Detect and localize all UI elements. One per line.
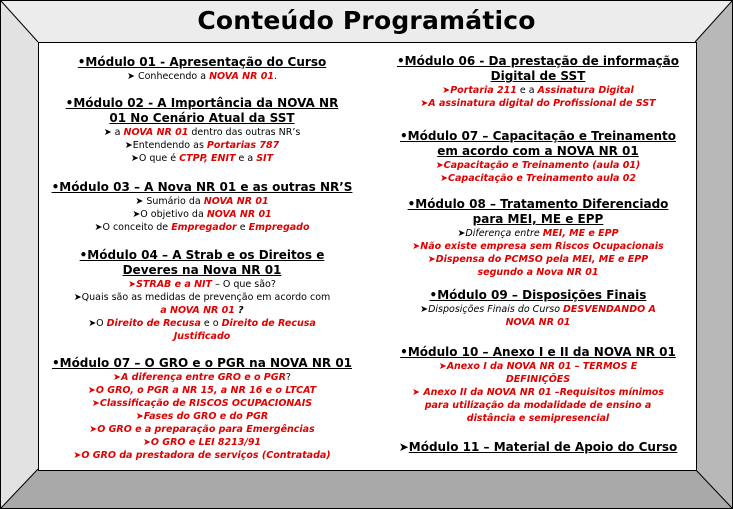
- module-heading: •Módulo 04 – A Strab e os Direitos e: [79, 248, 325, 262]
- module-heading: •Módulo 07 – Capacitação e Treinamento: [399, 129, 677, 143]
- module-item: NOVA NR 01: [505, 317, 571, 328]
- module-item: ➤Disposições Finais do Curso DESVENDANDO A: [420, 304, 656, 315]
- module-02: [39, 96, 365, 165]
- page-title: Conteúdo Programático: [197, 6, 536, 35]
- module-03: [39, 180, 365, 234]
- module-item: ➤O conceito de Empregador e Empregado: [94, 222, 310, 233]
- module-item: ➤O GRO, o PGR a NR 15, a NR 16 e o LTCAT: [87, 385, 317, 396]
- module-heading: •Módulo 10 – Anexo I e II da NOVA NR 01: [400, 345, 676, 359]
- module-heading: •Módulo 02 - A Importância da NOVA NR: [65, 96, 339, 110]
- module-item: ➤O GRO da prestadora de serviços (Contratada): [73, 450, 331, 461]
- module-item: ➤Não existe empresa sem Riscos Ocupacionais: [412, 241, 664, 252]
- module-heading: •Módulo 01 - Apresentação do Curso: [77, 55, 327, 69]
- module-heading: •Módulo 03 – A Nova NR 01 e as outras NR’S: [51, 180, 353, 194]
- module-heading: •Módulo 06 - Da prestação de informação: [396, 54, 680, 68]
- module-item: a NOVA NR 01 ?: [160, 305, 244, 316]
- module-10: [379, 345, 697, 425]
- module-01: [39, 55, 365, 83]
- module-heading: Deveres na Nova NR 01: [122, 263, 282, 277]
- module-04: [39, 248, 365, 343]
- module-heading: Digital de SST: [490, 69, 586, 83]
- module-item: ➤O objetivo da NOVA NR 01: [132, 209, 272, 220]
- module-heading: •Módulo 09 – Disposições Finais: [429, 288, 647, 302]
- module-item: ➤STRAB e a NIT – O que são?: [128, 279, 276, 290]
- module-11: [379, 440, 697, 455]
- module-item: ➤O que é CTPP, ENIT e a SIT: [130, 153, 274, 164]
- module-item: ➤Capacitação e Treinamento (aula 01): [435, 160, 641, 171]
- module-07-gro: [39, 356, 365, 462]
- module-item: DEFINIÇÕES: [505, 374, 571, 385]
- module-heading: •Módulo 08 – Tratamento Diferenciado: [407, 197, 669, 211]
- module-item: ➤A diferença entre GRO e o PGR?: [113, 372, 291, 383]
- module-item: ➤Portaria 211 e a Assinatura Digital: [442, 85, 634, 96]
- module-item: ➤ Sumário da NOVA NR 01: [135, 196, 269, 207]
- module-item: ➤A assinatura digital do Profissional de SST: [420, 98, 656, 109]
- module-item: ➤Classificação de RISCOS OCUPACIONAIS: [91, 398, 313, 409]
- module-item: segundo a Nova NR 01: [477, 267, 599, 278]
- module-09: [379, 288, 697, 329]
- module-item: ➤O Direito de Recusa e o Direito de Recusa: [88, 318, 316, 329]
- module-06: [379, 54, 697, 110]
- module-item: ➤ a NOVA NR 01 dentro das outras NR’s: [103, 127, 301, 138]
- module-07-capacitacao: [379, 129, 697, 185]
- module-heading: •Módulo 07 – O GRO e o PGR na NOVA NR 01: [51, 356, 353, 370]
- module-item: ➤Quais são as medidas de prevenção em acordo com: [73, 292, 331, 303]
- module-item: para utilização da modalidade de ensino a: [424, 400, 652, 411]
- module-item: ➤Fases do GRO e do PGR: [135, 411, 269, 422]
- module-heading: 01 No Cenário Atual da SST: [109, 111, 295, 125]
- module-08: [379, 197, 697, 279]
- module-item: Justificado: [173, 331, 231, 342]
- module-item: ➤O GRO e a preparação para Emergências: [89, 424, 315, 435]
- module-item: ➤ Conhecendo a NOVA NR 01.: [127, 71, 277, 82]
- module-item: ➤ Anexo II da NOVA NR 01 –Requisitos mínimos: [412, 387, 664, 398]
- module-item: ➤Entendendo as Portarias 787: [124, 140, 280, 151]
- module-item: ➤O GRO e LEI 8213/91: [142, 437, 262, 448]
- module-item: ➤Anexo I da NOVA NR 01 – TERMOS E: [438, 361, 638, 372]
- module-heading: para MEI, ME e EPP: [472, 212, 604, 226]
- module-item: distância e semipresencial: [466, 413, 610, 424]
- content-panel: [38, 42, 697, 471]
- module-item: ➤Diferença entre MEI, ME e EPP: [457, 228, 619, 239]
- module-item: ➤Dispensa do PCMSO pela MEI, ME e EPP: [427, 254, 649, 265]
- module-item: ➤Capacitação e Treinamento aula 02: [440, 173, 636, 184]
- module-heading: em acordo com a NOVA NR 01: [437, 144, 639, 158]
- module-heading: ➤Módulo 11 – Material de Apoio do Curso: [398, 440, 678, 454]
